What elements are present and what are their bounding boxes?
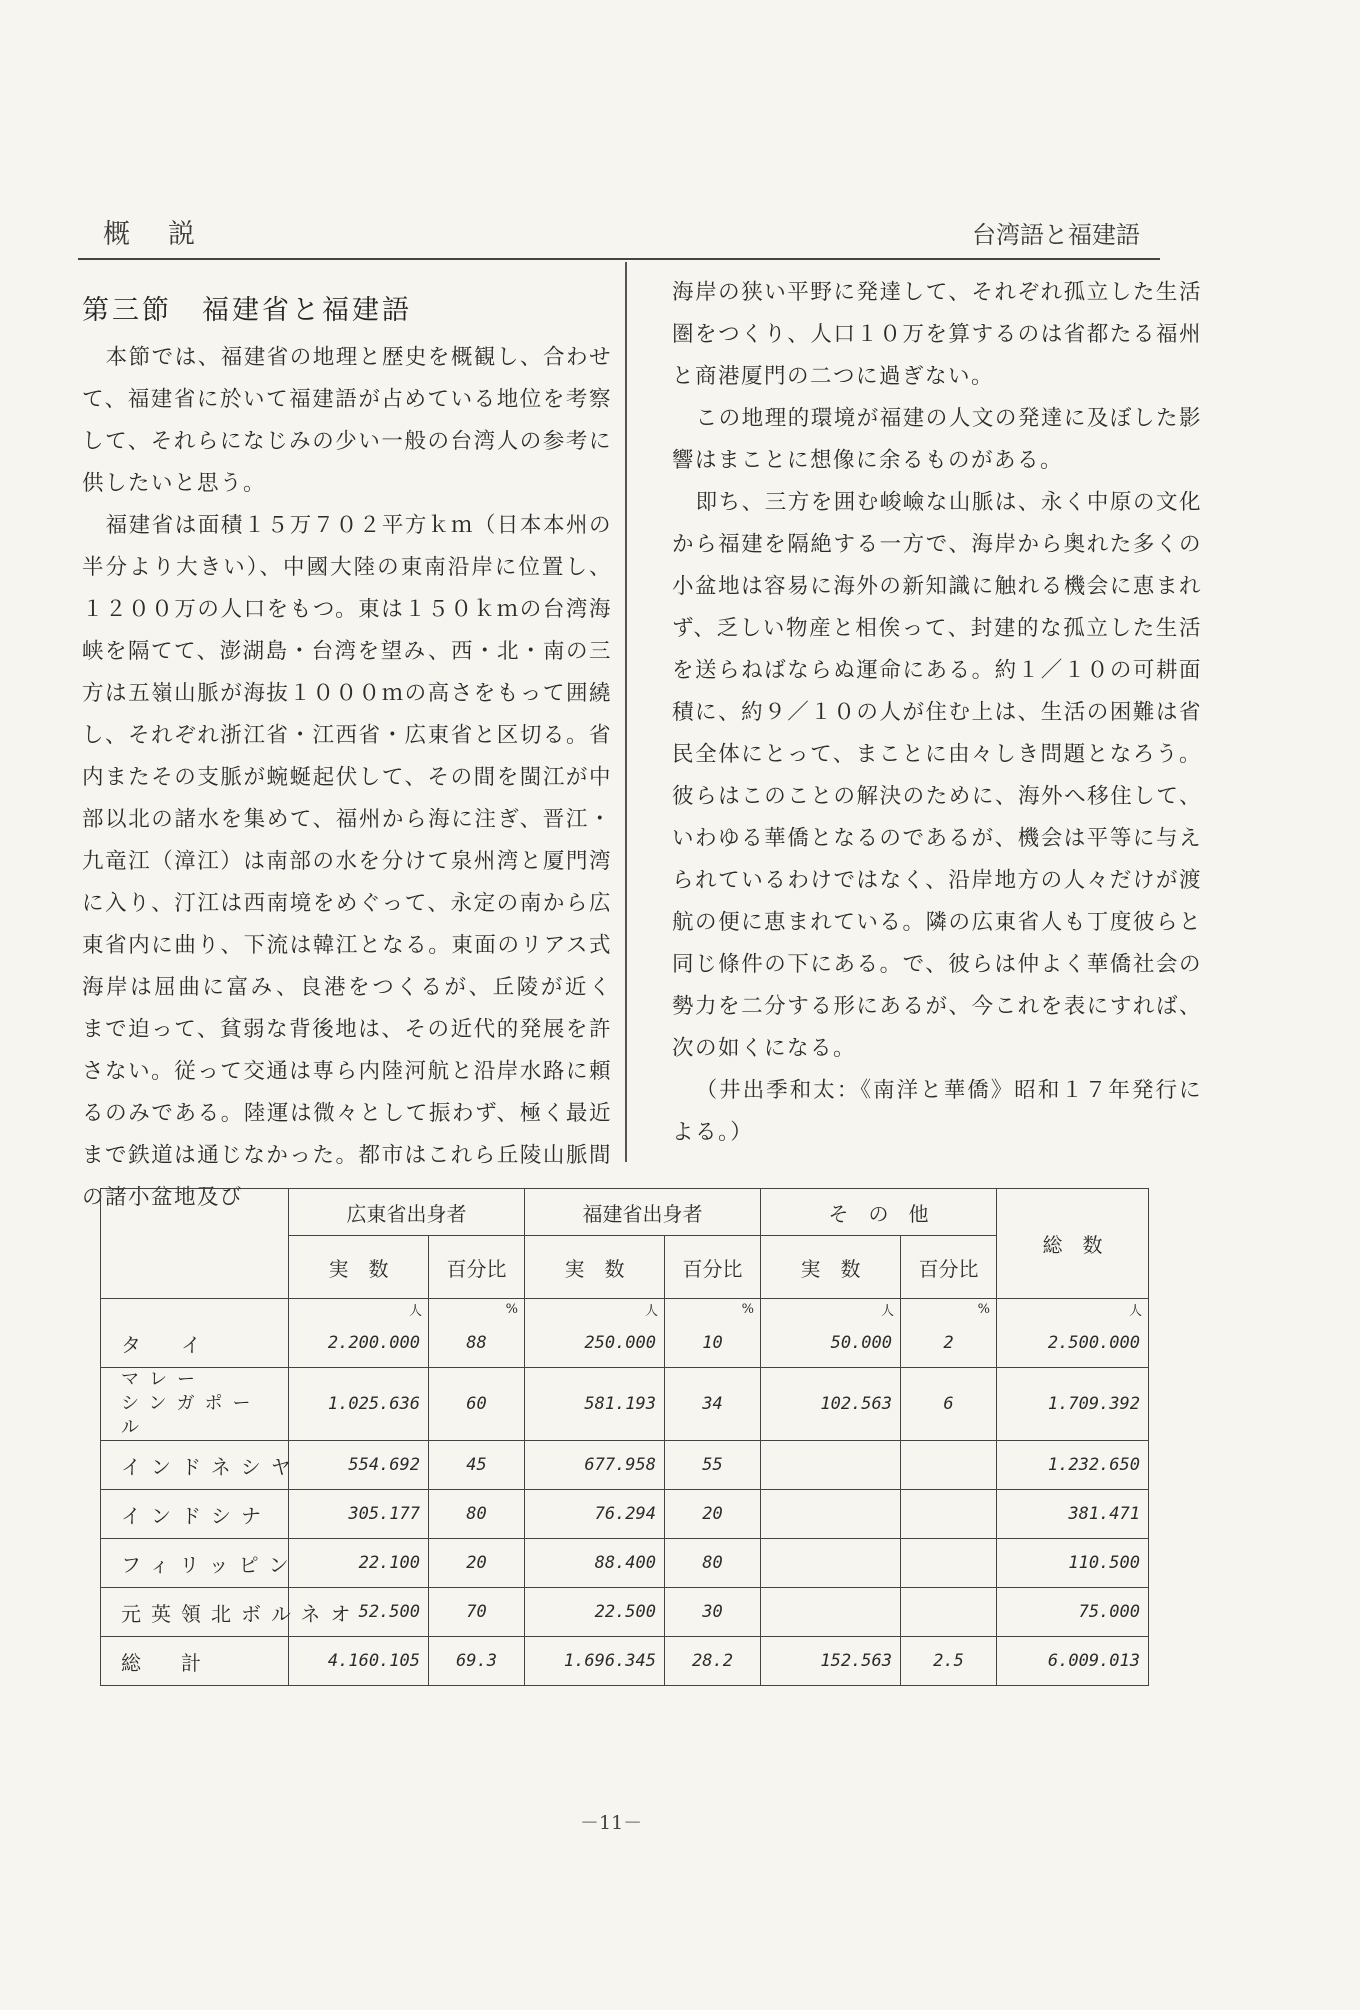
- cell-fujian-percent: 80: [665, 1539, 761, 1588]
- cell-other-number: [761, 1539, 901, 1588]
- sub-header: 百分比: [665, 1236, 761, 1299]
- cell-total: 2.500.000: [997, 1319, 1149, 1368]
- paragraph: 海岸の狭い平野に発達して、それぞれ孤立した生活圏をつくり、人口１０万を算するのは省都たる福州と商港厦門の二つに過ぎない。: [672, 280, 1202, 389]
- cell-country: インドシナ: [101, 1490, 289, 1539]
- table-row: [101, 1539, 1149, 1588]
- cell-total: 1.709.392: [997, 1368, 1149, 1441]
- cell-other-number: [761, 1441, 901, 1490]
- section-title: 第三節 福建省と福建語: [82, 295, 412, 326]
- cell-fujian-percent: 30: [665, 1588, 761, 1637]
- cell-other-percent: [901, 1441, 997, 1490]
- unit-cell: %: [665, 1299, 761, 1320]
- cell-other-percent: [901, 1539, 997, 1588]
- cell-total: 381.471: [997, 1490, 1149, 1539]
- cell-guangdong-percent: 20: [429, 1539, 525, 1588]
- unit-cell: 人: [289, 1299, 429, 1320]
- cell-other-percent: 2: [901, 1319, 997, 1368]
- group-header-guangdong: 広東省出身者: [289, 1189, 525, 1236]
- sub-header: 実 数: [289, 1236, 429, 1299]
- table-row: [101, 1441, 1149, 1490]
- unit-cell: %: [901, 1299, 997, 1320]
- cell-other-number: [761, 1588, 901, 1637]
- header-chapter-label: 台湾語と福建語: [972, 221, 1140, 249]
- cell-other-number: 152.563: [761, 1637, 901, 1686]
- table-body: [101, 1319, 1149, 1637]
- group-header-fujian: 福建省出身者: [525, 1189, 761, 1236]
- cell-total: 1.232.650: [997, 1441, 1149, 1490]
- table-row: [101, 1490, 1149, 1539]
- left-column: [82, 272, 612, 1219]
- cell-guangdong-percent: 69.3: [429, 1637, 525, 1686]
- cell-guangdong-number: 52.500: [289, 1588, 429, 1637]
- cell-fujian-number: 1.696.345: [525, 1637, 665, 1686]
- table-row: [101, 1319, 1149, 1368]
- table-row: [101, 1588, 1149, 1637]
- unit-cell: 人: [997, 1299, 1149, 1320]
- cell-other-percent: [901, 1490, 997, 1539]
- table-row: [101, 1368, 1149, 1441]
- total-label: 総 計: [101, 1637, 289, 1686]
- cell-guangdong-number: 305.177: [289, 1490, 429, 1539]
- sub-header: 実 数: [525, 1236, 665, 1299]
- cell-other-percent: 6: [901, 1368, 997, 1441]
- cell-fujian-percent: 10: [665, 1319, 761, 1368]
- sub-header: 百分比: [429, 1236, 525, 1299]
- paragraph: 本節では、福建省の地理と歴史を概観し、合わせて、福建省に於いて福建語が占めている地位を考察して、それらになじみの少い一般の台湾人の参考に供したいと思う。: [82, 345, 612, 496]
- cell-country: マレー シンガポール: [101, 1368, 289, 1441]
- cell-guangdong-percent: 70: [429, 1588, 525, 1637]
- right-column: [672, 272, 1202, 1154]
- cell-total: 75.000: [997, 1588, 1149, 1637]
- source-note: （井出季和太：《南洋と華僑》昭和１７年発行による。）: [672, 1078, 1202, 1145]
- cell-total: 110.500: [997, 1539, 1149, 1588]
- paragraph: 即ち、三方を囲む峻嶮な山脈は、永く中原の文化から福建を隔絶する一方で、海岸から奥れた多くの小盆地は容易に海外の新知識に触れる機会に恵まれず、乏しい物産と相俟って、封建的な孤立した生活を送らねばならぬ運命にある。約１／１０の可耕面積に、約９／１０の人が住む上は、生活の困難は省民全体にとって、まことに由々しき問題となろう。彼らはこのことの解決のために、海外へ移住して、いわゆる華僑となるのであるが、機会は平等に与えられているわけではなく、沿岸地方の人々だけが渡航の便に恵まれている。隣の広東省人も丁度彼らと同じ條件の下にある。で、彼らは仲よく華僑社会の勢力を二分する形にあるが、今これを表にすれば、次の如くになる。: [672, 490, 1202, 1061]
- group-header-other: そ の 他: [761, 1189, 997, 1236]
- sub-header: 実 数: [761, 1236, 901, 1299]
- cell-fujian-number: 677.958: [525, 1441, 665, 1490]
- cell-guangdong-number: 1.025.636: [289, 1368, 429, 1441]
- cell-guangdong-number: 4.160.105: [289, 1637, 429, 1686]
- unit-cell: 人: [525, 1299, 665, 1320]
- cell-fujian-percent: 20: [665, 1490, 761, 1539]
- overseas-chinese-table: [100, 1188, 1149, 1686]
- cell-guangdong-number: 554.692: [289, 1441, 429, 1490]
- cell-country: フィリッピン: [101, 1539, 289, 1588]
- cell-fujian-percent: 34: [665, 1368, 761, 1441]
- cell-fujian-percent: 28.2: [665, 1637, 761, 1686]
- cell-guangdong-percent: 60: [429, 1368, 525, 1441]
- cell-guangdong-number: 2.200.000: [289, 1319, 429, 1368]
- page-number: －11－: [580, 1812, 643, 1834]
- cell-guangdong-percent: 88: [429, 1319, 525, 1368]
- group-header-total: 総 数: [997, 1189, 1149, 1299]
- cell-fujian-number: 250.000: [525, 1319, 665, 1368]
- unit-cell: [101, 1299, 289, 1320]
- cell-country: インドネシヤ: [101, 1441, 289, 1490]
- column-divider: [625, 262, 627, 1162]
- cell-other-percent: 2.5: [901, 1637, 997, 1686]
- cell-other-number: 102.563: [761, 1368, 901, 1441]
- header-rule: [78, 258, 1160, 260]
- cell-total: 6.009.013: [997, 1637, 1149, 1686]
- unit-cell: 人: [761, 1299, 901, 1320]
- header-section-label: 概説: [103, 219, 233, 250]
- sub-header: 百分比: [901, 1236, 997, 1299]
- cell-other-number: 50.000: [761, 1319, 901, 1368]
- cell-fujian-number: 76.294: [525, 1490, 665, 1539]
- cell-other-number: [761, 1490, 901, 1539]
- cell-fujian-number: 22.500: [525, 1588, 665, 1637]
- paragraph: この地理的環境が福建の人文の発達に及ぼした影響はまことに想像に余るものがある。: [672, 406, 1202, 473]
- cell-fujian-percent: 55: [665, 1441, 761, 1490]
- cell-country: 元英領北ボルネオ: [101, 1588, 289, 1637]
- paragraph: 福建省は面積１５万７０２平方ｋｍ（日本本州の半分より大きい）、中國大陸の東南沿岸に位置し、１２００万の人口をもつ。東は１５０ｋｍの台湾海峡を隔てて、澎湖島・台湾を望み、西・北・南の三方は五嶺山脈が海抜１０００ｍの高さをもって囲繞し、それぞれ浙江省・江西省・広東省と区切る。省内またその支脈が蜿蜒起伏して、その間を閩江が中部以北の諸水を集めて、福州から海に注ぎ、晋江・九竜江（漳江）は南部の水を分けて泉州湾と厦門湾に入り、汀江は西南境をめぐって、永定の南から広東省内に曲り、下流は韓江となる。東面のリアス式海岸は屈曲に富み、良港をつくるが、丘陵が近くまで迫って、貧弱な背後地は、その近代的発展を許さない。従って交通は専ら内陸河航と沿岸水路に頼るのみである。陸運は微々として振わず、極く最近まで鉄道は通じなかった。都市はこれら丘陵山脈間の諸小盆地及び: [82, 513, 612, 1210]
- corner-cell: [101, 1189, 289, 1299]
- cell-guangdong-percent: 45: [429, 1441, 525, 1490]
- cell-guangdong-number: 22.100: [289, 1539, 429, 1588]
- total-row: [101, 1637, 1149, 1686]
- unit-cell: %: [429, 1299, 525, 1320]
- cell-country: タ イ: [101, 1319, 289, 1368]
- cell-fujian-number: 88.400: [525, 1539, 665, 1588]
- cell-fujian-number: 581.193: [525, 1368, 665, 1441]
- cell-guangdong-percent: 80: [429, 1490, 525, 1539]
- cell-other-percent: [901, 1588, 997, 1637]
